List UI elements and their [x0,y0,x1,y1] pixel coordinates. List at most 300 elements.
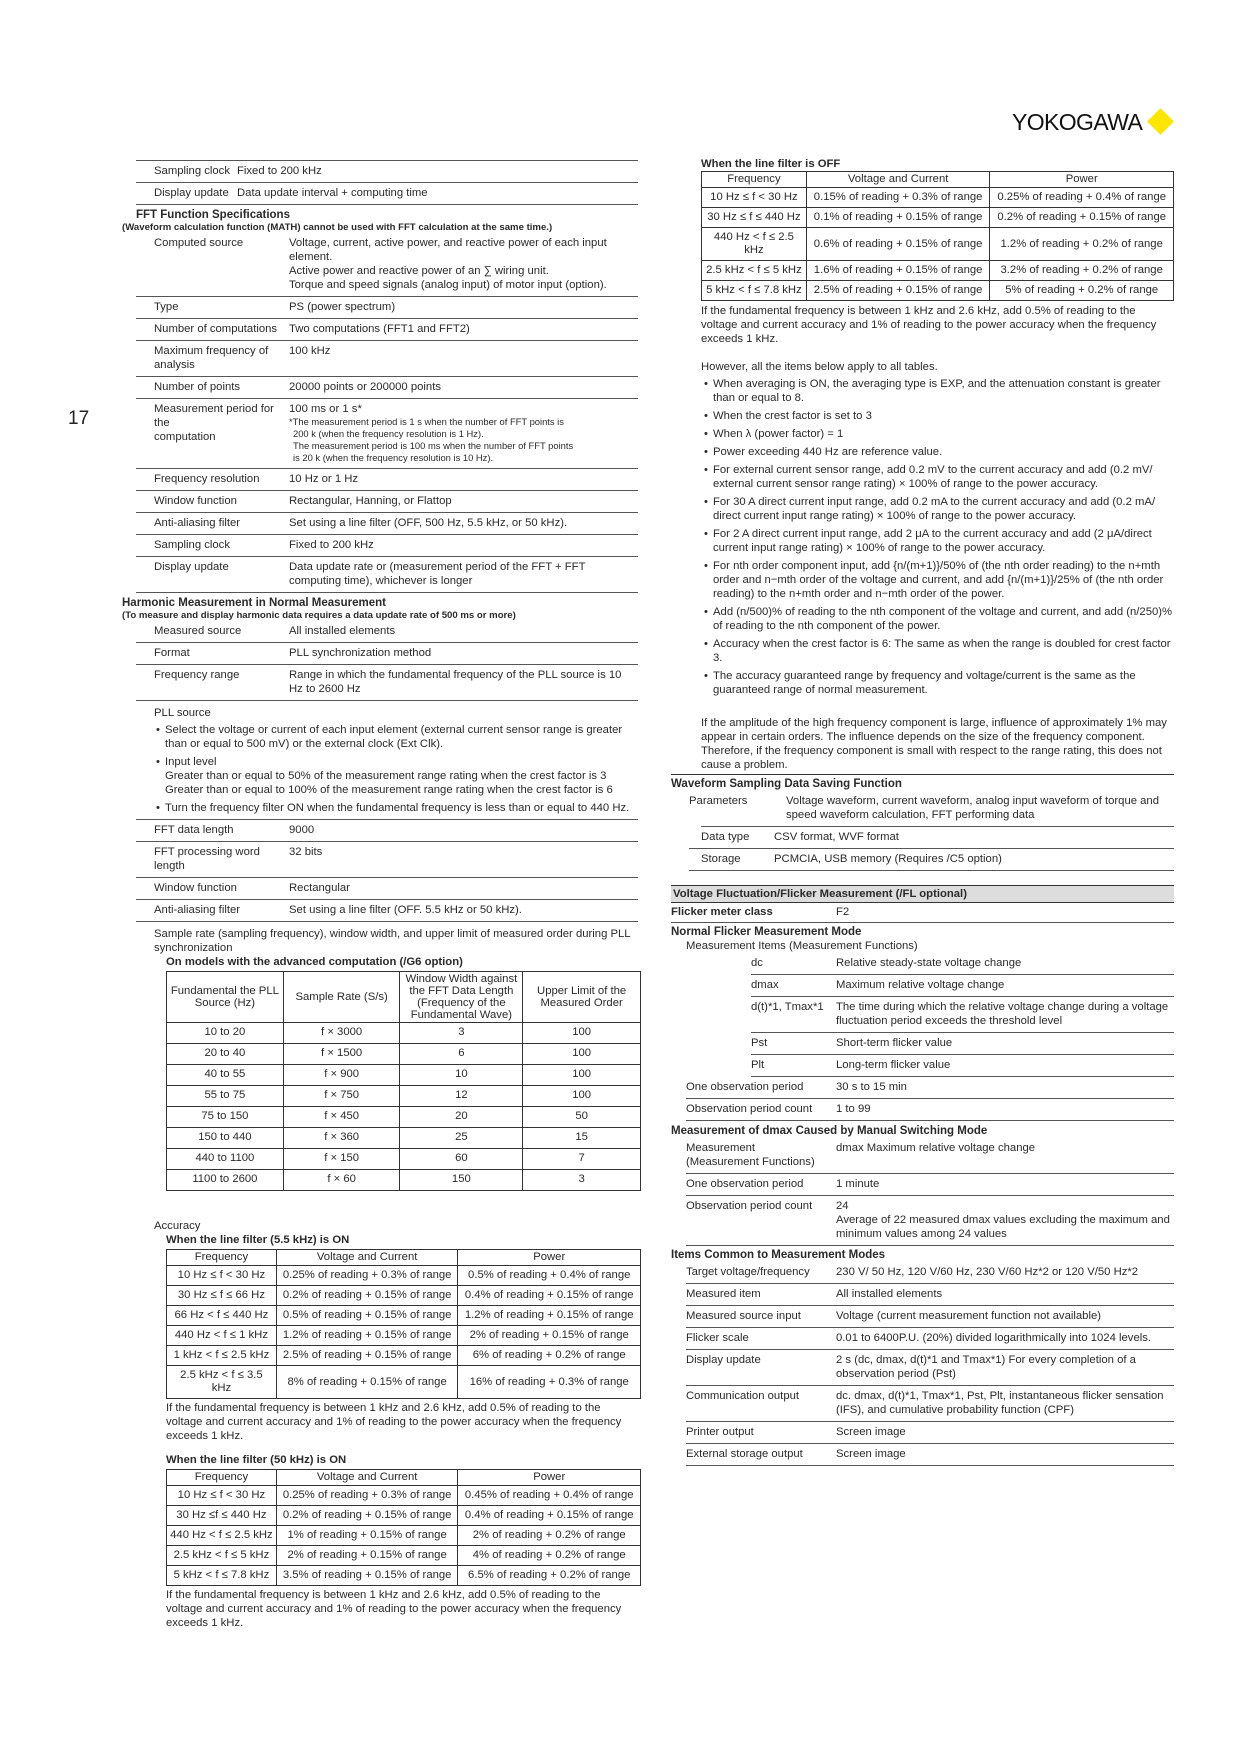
spec-value: Voltage (current measurement function not available) [836,1310,1101,1322]
spec-value: dmax Maximum relative voltage change [836,1142,1036,1154]
table-cell: 1.2% of reading + 0.2% of range [990,228,1174,261]
table-cell: 1.2% of reading + 0.15% of range [276,1326,458,1346]
spec-value: The time during which the relative voltage change during a voltage fluctuation period exceeds the threshold level [836,1001,1169,1027]
spec-value: 100 kHz [289,345,331,357]
condition-bullet: • For nth order component input, add {n/(m+1)}/50% of (the nth order reading) to the n+mth order and n−mth order of the voltage and current, and add {n/(m+1)}/25% of (the nth order reading) to the n+mth order and n−mth order of the power. [704,559,1174,601]
bullet-line: • Input level [165,756,217,768]
spec-value: Short-term flicker value [836,1037,953,1049]
spec-row [136,535,638,557]
computed-line: Torque and speed signals (analog input) of motor input (option). [289,279,607,291]
spec-key: Sampling clock [154,539,230,551]
table-cell: 30 Hz ≤f ≤ 440 Hz [167,1506,277,1526]
table-cell: 150 to 440 [167,1128,284,1149]
spec-row [686,1077,1174,1099]
line-filter-5k-accuracy-table [166,1249,641,1399]
fft-computed-source-row [136,233,638,297]
computed-line: Voltage, current, active power, and reactive power of each input element. [289,237,607,263]
spec-key [136,402,289,464]
spec-key: Maximum frequency of analysis [154,345,269,371]
spec-key: Observation period count [686,1103,813,1115]
spec-value [289,402,638,464]
column-header: Frequency [167,1250,277,1266]
table-cell: 12 [400,1086,523,1107]
spec-key: FFT data length [154,824,234,836]
spec-value: Fixed to 200 kHz [237,165,322,177]
harmonic-spec-rows [136,621,638,665]
divider [671,774,1174,775]
spec-key: Observation period count [686,1200,813,1212]
table-cell: 2.5 kHz < f ≤ 3.5 kHz [167,1366,277,1399]
line-filter-50k-accuracy-table [166,1469,641,1586]
pll-source-label: PLL source [154,707,211,719]
spec-value: Rectangular [289,882,350,894]
condition-bullet: • When the crest factor is set to 3 [704,409,1174,423]
table-cell: 1.6% of reading + 0.15% of range [806,261,990,281]
table-cell: 50 [523,1107,641,1128]
spec-value: Data update interval + computing time [237,187,428,199]
table-cell: 2.5 kHz < f ≤ 5 kHz [702,261,807,281]
spec-value: Voltage waveform, current waveform, analog input waveform of torque and speed waveform calculation, FFT performing data [786,795,1159,821]
spec-key: Display update [154,561,229,573]
table-cell: 6 [400,1044,523,1065]
spec-value: PLL synchronization method [289,647,432,659]
fft-spec-rows-2 [136,469,638,557]
table-cell: f × 3000 [283,1023,400,1044]
table-cell: f × 900 [283,1065,400,1086]
harmonic-spec-rows-2 [136,819,638,922]
spec-key: Plt [751,1059,765,1071]
line-filter-off-accuracy-table [701,171,1174,301]
flicker-item-row [751,1033,1174,1055]
spec-key-line: Measurement [686,1142,756,1154]
spec-key: Printer output [686,1426,754,1438]
table-cell: 0.5% of reading + 0.15% of range [276,1306,458,1326]
waveform-section-title: Waveform Sampling Data Saving Function [671,778,902,790]
table-row [167,1044,641,1065]
table-cell: 0.2% of reading + 0.15% of range [276,1506,458,1526]
table-cell: 66 Hz < f ≤ 440 Hz [167,1306,277,1326]
spec-value: 1 minute [836,1178,880,1190]
table-cell: f × 60 [283,1170,400,1191]
column-header: Power [990,172,1174,188]
spec-value: PCMCIA, USB memory (Requires /C5 option) [774,853,1002,865]
table-cell: 0.4% of reading + 0.15% of range [458,1286,641,1306]
amplitude-paragraph: If the amplitude of the high frequency component is large, influence of approximately 1% may appear in certain orders. The influence depends on the size of the frequency component. Therefore, if the frequency component is small with respect to the range rating, this does not cause a problem. [701,717,1167,771]
table-cell: 55 to 75 [167,1086,284,1107]
yokogawa-logo [1012,108,1170,135]
spec-row [689,849,1174,871]
table-cell: 10 Hz ≤ f < 30 Hz [702,188,807,208]
spec-key: Storage [701,853,741,865]
spec-value: 0.01 to 6400P.U. (20%) divided logarithmically into 1024 levels. [836,1332,1152,1344]
table-cell: 40 to 55 [167,1065,284,1086]
table-cell: 0.2% of reading + 0.15% of range [276,1286,458,1306]
flicker-item-row [751,953,1174,975]
spec-key: Flicker meter class [671,906,773,918]
spec-key: One observation period [686,1178,804,1190]
spec-key: Display update [154,187,229,199]
waveform-parameters-row [689,791,1174,827]
fft-period-row [136,399,638,469]
spec-key: Computed source [154,237,244,249]
spec-key: Target voltage/frequency [686,1266,810,1278]
advanced-computation-title: On models with the advanced computation (/G6 option) [166,956,463,968]
spec-key: Anti-aliasing filter [154,517,241,529]
spec-value: dc. dmax, d(t)*1, Tmax*1, Pst, Plt, instantaneous flicker sensation (IFS), and cumulative probability function (CPF) [836,1390,1164,1416]
column-header: Upper Limit of the Measured Order [523,972,641,1023]
table-cell: 0.6% of reading + 0.15% of range [806,228,990,261]
spec-key: Anti-aliasing filter [154,904,241,916]
condition-bullet: • Add (n/500)% of reading to the nth component of the voltage and current, and add (n/250)% of reading to the nth component of the power. [704,605,1174,633]
period-note: The measurement period is 100 ms when the number of FFT points [293,440,574,451]
harmonic-frequency-range-row [136,665,638,701]
spec-value: Long-term flicker value [836,1059,951,1071]
spec-value [836,1199,1174,1241]
spec-row [686,1306,1174,1328]
table-row [702,208,1174,228]
table-header-row [167,972,641,1023]
spec-value: Two computations (FFT1 and FFT2) [289,323,470,335]
table-cell: 20 [400,1107,523,1128]
table-row [167,1566,641,1586]
table-row [167,1086,641,1107]
spec-key: Parameters [689,795,748,807]
table-cell: 440 Hz < f ≤ 2.5 kHz [702,228,807,261]
normal-mode-rows [686,1077,1174,1121]
bullet-line: Greater than or equal to 50% of the measurement range rating when the crest factor is 3 [165,770,607,782]
column-header: Voltage and Current [806,172,990,188]
table-cell: 10 [400,1065,523,1086]
spec-key: Data type [701,831,750,843]
table-row [167,1506,641,1526]
spec-row [136,491,638,513]
computed-line: Active power and reactive power of an ∑ wiring unit. [289,265,549,277]
column-header: Voltage and Current [276,1470,458,1486]
table-cell: 3.2% of reading + 0.2% of range [990,261,1174,281]
table-cell: 10 to 20 [167,1023,284,1044]
table-cell: 3.5% of reading + 0.15% of range [276,1566,458,1586]
spec-key: Window function [154,495,237,507]
spec-row [686,1284,1174,1306]
condition-bullet: • Power exceeding 440 Hz are reference value. [704,445,1174,459]
table-cell: 0.1% of reading + 0.15% of range [806,208,990,228]
spec-row [686,1350,1174,1386]
spec-value: 32 bits [289,846,323,858]
spec-value: Set using a line filter (OFF, 500 Hz, 5.5 kHz, or 50 kHz). [289,517,568,529]
column-header: Sample Rate (S/s) [283,972,400,1023]
table-cell: 0.15% of reading + 0.3% of range [806,188,990,208]
waveform-spec-rows [701,827,1174,871]
table-cell: 0.25% of reading + 0.3% of range [276,1486,458,1506]
spec-key: One observation period [686,1081,804,1093]
spec-row [136,160,638,183]
table-row [167,1326,641,1346]
flicker-item-row [751,997,1174,1033]
spec-value: Relative steady-state voltage change [836,957,1022,969]
condition-bullet: • For 2 A direct current input range, add 2 μA to the current accuracy and add (2 μA/direct current input range rating) × 100% of range to the power accuracy. [704,527,1174,555]
spec-row [136,842,638,878]
table-cell: 10 Hz ≤ f < 30 Hz [167,1486,277,1506]
spec-value: 10 Hz or 1 Hz [289,473,359,485]
spec-key: Type [154,301,179,313]
spec-value: PS (power spectrum) [289,301,396,313]
fft-section-note: (Waveform calculation function (MATH) cannot be used with FFT calculation at the same time.) [122,222,553,233]
line-filter-50k-title: When the line filter (50 kHz) is ON [166,1454,347,1466]
normal-flicker-title: Normal Flicker Measurement Mode [671,926,862,938]
line-filter-5k-title: When the line filter (5.5 kHz) is ON [166,1234,350,1246]
table-row [167,1128,641,1149]
column-header: Fundamental the PLL Source (Hz) [167,972,284,1023]
common-items-rows [686,1262,1174,1466]
line-filter-off-title: When the line filter is OFF [701,158,841,170]
spec-key-line: Measurement period for the [154,403,274,429]
table-row [167,1486,641,1506]
table-header-row [702,172,1174,188]
table-cell: 0.4% of reading + 0.15% of range [458,1506,641,1526]
measurement-items-label: Measurement Items (Measurement Functions) [686,940,918,952]
spec-key: Format [154,647,190,659]
brand-name: YOKOGAWA [1012,108,1143,135]
table-cell: f × 1500 [283,1044,400,1065]
spec-row [136,621,638,643]
accuracy-conditions-list [701,377,1174,697]
table-row [167,1526,641,1546]
spec-value: CSV format, WVF format [774,831,899,843]
column-header: Window Width against the FFT Data Length (Frequency of the Fundamental Wave) [400,972,523,1023]
spec-row [136,878,638,900]
table-row [167,1023,641,1044]
spec-value: All installed elements [836,1288,943,1300]
spec-row [136,643,638,665]
period-note: *The measurement period is 1 s when the number of FFT points is [289,416,564,427]
table-cell: f × 450 [283,1107,400,1128]
table-row [167,1346,641,1366]
spec-key: Flicker scale [686,1332,749,1344]
spec-key: FFT processing word length [154,846,260,872]
table-row [702,228,1174,261]
table-cell: 150 [400,1170,523,1191]
spec-row [686,1099,1174,1121]
spec-value: 9000 [289,824,315,836]
flicker-class-row [671,903,1174,923]
pll-bullet: • Select the voltage or current of each input element (external current sensor range is greater than or equal to 500 mV) or the external clock (Ext Clk). [156,723,638,751]
dmax-measurement-row [686,1138,1174,1174]
dmax-count-row [686,1196,1174,1246]
fft-spec-rows [136,297,638,399]
spec-key: Measured source input [686,1310,801,1322]
spec-value: Set using a line filter (OFF. 5.5 kHz or 50 kHz). [289,904,522,916]
spec-value: 230 V/ 50 Hz, 120 V/60 Hz, 230 V/60 Hz*2 or 120 V/50 Hz*2 [836,1266,1139,1278]
spec-key: Communication output [686,1390,800,1402]
table-cell: 20 to 40 [167,1044,284,1065]
spec-value: Range in which the fundamental frequency of the PLL source is 10 Hz to 2600 Hz [289,669,622,695]
table-header-row [167,1470,641,1486]
table-cell: 15 [523,1128,641,1149]
flicker-item-row [751,1055,1174,1077]
spec-value: All installed elements [289,625,396,637]
table-cell: 6% of reading + 0.2% of range [458,1346,641,1366]
table-cell: 5% of reading + 0.2% of range [990,281,1174,301]
spec-row [136,469,638,491]
spec-value: 20000 points or 200000 points [289,381,442,393]
column-header: Frequency [702,172,807,188]
table-row [702,188,1174,208]
column-header: Power [458,1470,641,1486]
table-row [167,1170,641,1191]
table-cell: 3 [523,1170,641,1191]
spec-row [686,1328,1174,1350]
table-cell: 2% of reading + 0.15% of range [458,1326,641,1346]
table-row [167,1546,641,1566]
line-filter-5k-note: If the fundamental frequency is between 1 kHz and 2.6 kHz, add 0.5% of reading to the voltage and current accuracy and 1% of reading to the power accuracy when the frequency exceeds 1 kHz. [166,1402,622,1442]
spec-value [289,236,638,292]
spec-key: Measured item [686,1288,761,1300]
spec-key: Sampling clock [154,165,230,177]
advanced-computation-table [166,971,641,1191]
table-cell: 440 to 1100 [167,1149,284,1170]
flicker-items-list [701,953,1174,1077]
table-cell: 2.5 kHz < f ≤ 5 kHz [167,1546,277,1566]
table-row [702,281,1174,301]
spec-row [136,819,638,842]
period-value: 100 ms or 1 s* [289,403,362,415]
condition-bullet: • Accuracy when the crest factor is 6: The same as when the range is doubled for crest factor 3. [704,637,1174,665]
however-text: However, all the items below apply to all tables. [701,361,938,373]
dmax-section-title: Measurement of dmax Caused by Manual Switching Mode [671,1125,988,1137]
spec-row [686,1444,1174,1466]
spec-key: Measured source [154,625,242,637]
table-row [167,1065,641,1086]
table-row [167,1149,641,1170]
line-filter-50k-note: If the fundamental frequency is between 1 kHz and 2.6 kHz, add 0.5% of reading to the voltage and current accuracy and 1% of reading to the power accuracy when the frequency exceeds 1 kHz. [166,1589,622,1629]
spec-row [136,297,638,319]
spec-row [136,183,638,205]
condition-bullet: • When averaging is ON, the averaging type is EXP, and the attenuation constant is greater than or equal to 8. [704,377,1174,405]
spec-key: d(t)*1, Tmax*1 [751,1001,824,1013]
table-cell: 2% of reading + 0.15% of range [276,1546,458,1566]
sampling-spec-table [136,160,638,205]
table-cell: 0.5% of reading + 0.4% of range [458,1266,641,1286]
page-number: 17 [68,408,90,429]
spec-key: Frequency range [154,669,240,681]
spec-value: 30 s to 15 min [836,1081,907,1093]
spec-key: dc [751,957,763,969]
left-column [122,160,638,1630]
dmax-observation-row [686,1174,1174,1196]
harmonic-section-note: (To measure and display harmonic data requires a data update rate of 500 ms or more) [122,610,516,621]
table-cell: 0.25% of reading + 0.3% of range [276,1266,458,1286]
pll-bullet [156,755,638,797]
condition-bullet: • When λ (power factor) = 1 [704,427,1174,441]
table-cell: 1.2% of reading + 0.15% of range [458,1306,641,1326]
spec-key [686,1141,836,1169]
table-cell: 7 [523,1149,641,1170]
harmonic-section-title: Harmonic Measurement in Normal Measurement [122,597,386,609]
bullet-line: Greater than or equal to 100% of the measurement range rating when the crest factor is 6 [165,784,613,796]
common-items-title: Items Common to Measurement Modes [671,1249,886,1261]
period-note: is 20 k (when the frequency resolution is 10 Hz). [293,452,494,463]
table-cell: 100 [523,1044,641,1065]
spec-value: Screen image [836,1426,906,1438]
table-header-row [167,1250,641,1266]
condition-bullet: • For external current sensor range, add 0.2 mV to the current accuracy and add (0.2 mV/ external current sensor range rating) × 100% of range to the power accuracy. [704,463,1174,491]
flicker-item-row [751,975,1174,997]
spec-key: Pst [751,1037,768,1049]
spec-key-line: computation [154,431,216,443]
spec-row [136,341,638,377]
right-column [671,158,1174,1466]
table-cell: 5 kHz < f ≤ 7.8 kHz [167,1566,277,1586]
spec-row [689,827,1174,849]
table-cell: 1 kHz < f ≤ 2.5 kHz [167,1346,277,1366]
count-note: Average of 22 measured dmax values excluding the maximum and minimum values among 24 values [836,1214,1170,1240]
spec-row [686,1422,1174,1444]
spec-value: Fixed to 200 kHz [289,539,374,551]
period-note: 200 k (when the frequency resolution is 1 Hz). [293,428,484,439]
table-cell: 2% of reading + 0.2% of range [458,1526,641,1546]
spec-key: Display update [686,1354,761,1366]
table-cell: 0.2% of reading + 0.15% of range [990,208,1174,228]
spec-row [136,319,638,341]
table-cell: 30 Hz ≤ f ≤ 440 Hz [702,208,807,228]
spec-key: Number of points [154,381,241,393]
table-cell: 4% of reading + 0.2% of range [458,1546,641,1566]
table-cell: f × 360 [283,1128,400,1149]
table-cell: 440 Hz < f ≤ 2.5 kHz [167,1526,277,1546]
spec-key: External storage output [686,1448,803,1460]
pll-bullet: • Turn the frequency filter ON when the fundamental frequency is less than or equal to 440 Hz. [156,801,638,815]
spec-value: F2 [836,906,850,918]
table-cell: 8% of reading + 0.15% of range [276,1366,458,1399]
table-row [167,1366,641,1399]
table-cell: 75 to 150 [167,1107,284,1128]
table-row [702,261,1174,281]
fft-display-update-row [136,557,638,593]
pll-source-list [136,723,638,815]
table-cell: 60 [400,1149,523,1170]
spec-key: Window function [154,882,237,894]
spec-row [686,1386,1174,1422]
column-header: Power [458,1250,641,1266]
column-header: Voltage and Current [276,1250,458,1266]
table-cell: 100 [523,1023,641,1044]
spec-row [686,1262,1174,1284]
table-cell: f × 150 [283,1149,400,1170]
table-cell: 25 [400,1128,523,1149]
table-row [167,1107,641,1128]
spec-key: Frequency resolution [154,473,260,485]
spec-value: Data update rate or (measurement period of the FFT + FFT computing time), whichever is longer [289,561,586,587]
table-cell: 100 [523,1086,641,1107]
spec-row [136,900,638,922]
count-value: 24 [836,1200,849,1212]
table-cell: 1100 to 2600 [167,1170,284,1191]
table-row [167,1306,641,1326]
spec-key-line: (Measurement Functions) [686,1156,815,1168]
fft-section-title: FFT Function Specifications [136,209,290,221]
condition-bullet: • The accuracy guaranteed range by frequency and voltage/current is the same as the guaranteed range of normal measurement. [704,669,1174,697]
column-header: Frequency [167,1470,277,1486]
sample-rate-paragraph: Sample rate (sampling frequency), window width, and upper limit of measured order during PLL synchronization [154,928,631,954]
condition-bullet: • For 30 A direct current input range, add 0.2 mA to the current accuracy and add (0.2 mA/ direct current input range rating) × 100% of range to the power accuracy. [704,495,1174,523]
spec-value: 1 to 99 [836,1103,871,1115]
spec-value: Screen image [836,1448,906,1460]
table-cell: f × 750 [283,1086,400,1107]
spec-row [136,377,638,399]
table-cell: 440 Hz < f ≤ 1 kHz [167,1326,277,1346]
table-cell: 0.25% of reading + 0.4% of range [990,188,1174,208]
table-cell: 0.45% of reading + 0.4% of range [458,1486,641,1506]
